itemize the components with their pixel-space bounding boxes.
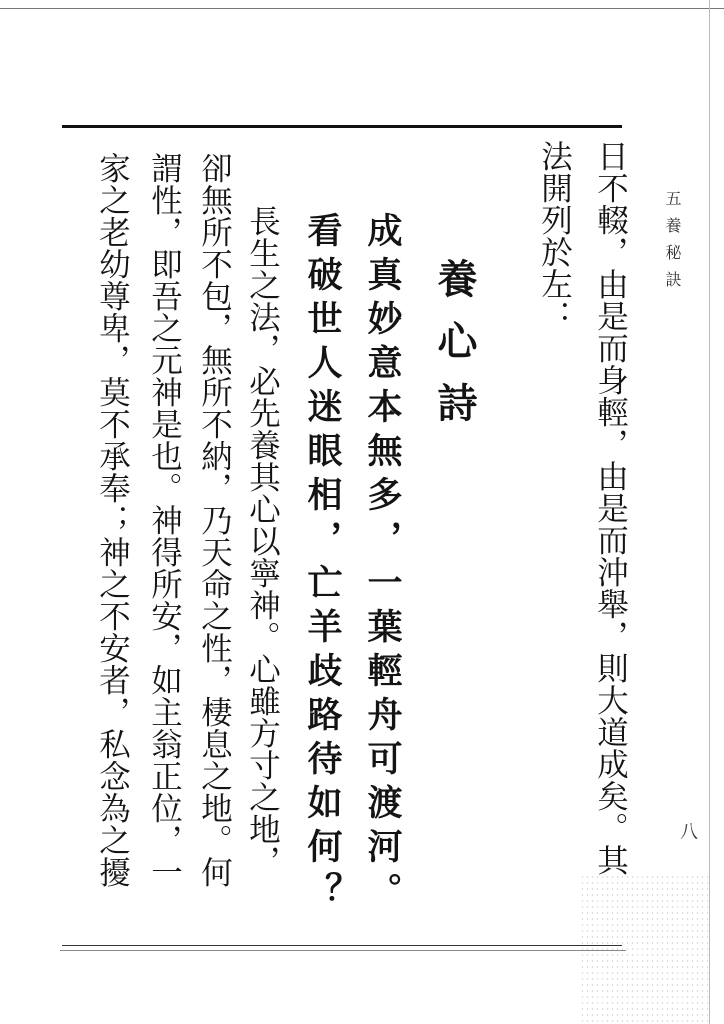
bottom-rule-secondary	[60, 950, 626, 951]
bottom-rule	[62, 945, 622, 946]
text-column: 日不輟，由是而身輕，由是而沖舉，則大道成矣。其	[592, 140, 629, 876]
page-top-border	[0, 8, 724, 9]
text-column: 家之老幼尊卑，莫不承奉；神之不安者，私念為之擾	[94, 152, 131, 888]
text-column: 長生之法，必先養其心以寧神。心雖方寸之地，	[244, 205, 281, 877]
running-title: 五養秘訣	[663, 190, 682, 298]
text-column: 卻無所不包，無所不納，乃天命之性，棲息之地。何	[196, 152, 233, 888]
page-right-edge	[709, 0, 710, 1024]
page-number: 八	[677, 822, 698, 840]
poem-title: 養心詩	[431, 258, 478, 444]
text-column: 謂性，即吾之元神是也。神得所安，如主翁正位，一	[146, 152, 183, 888]
text-column: 法開列於左：	[536, 140, 573, 332]
poem-line: 成真妙意本無多，一葉輕舟可渡河。	[362, 212, 403, 916]
scan-noise	[580, 874, 710, 1024]
poem-line: 看破世人迷眼相，亡羊歧路待如何？	[302, 212, 343, 916]
top-rule	[62, 125, 622, 128]
